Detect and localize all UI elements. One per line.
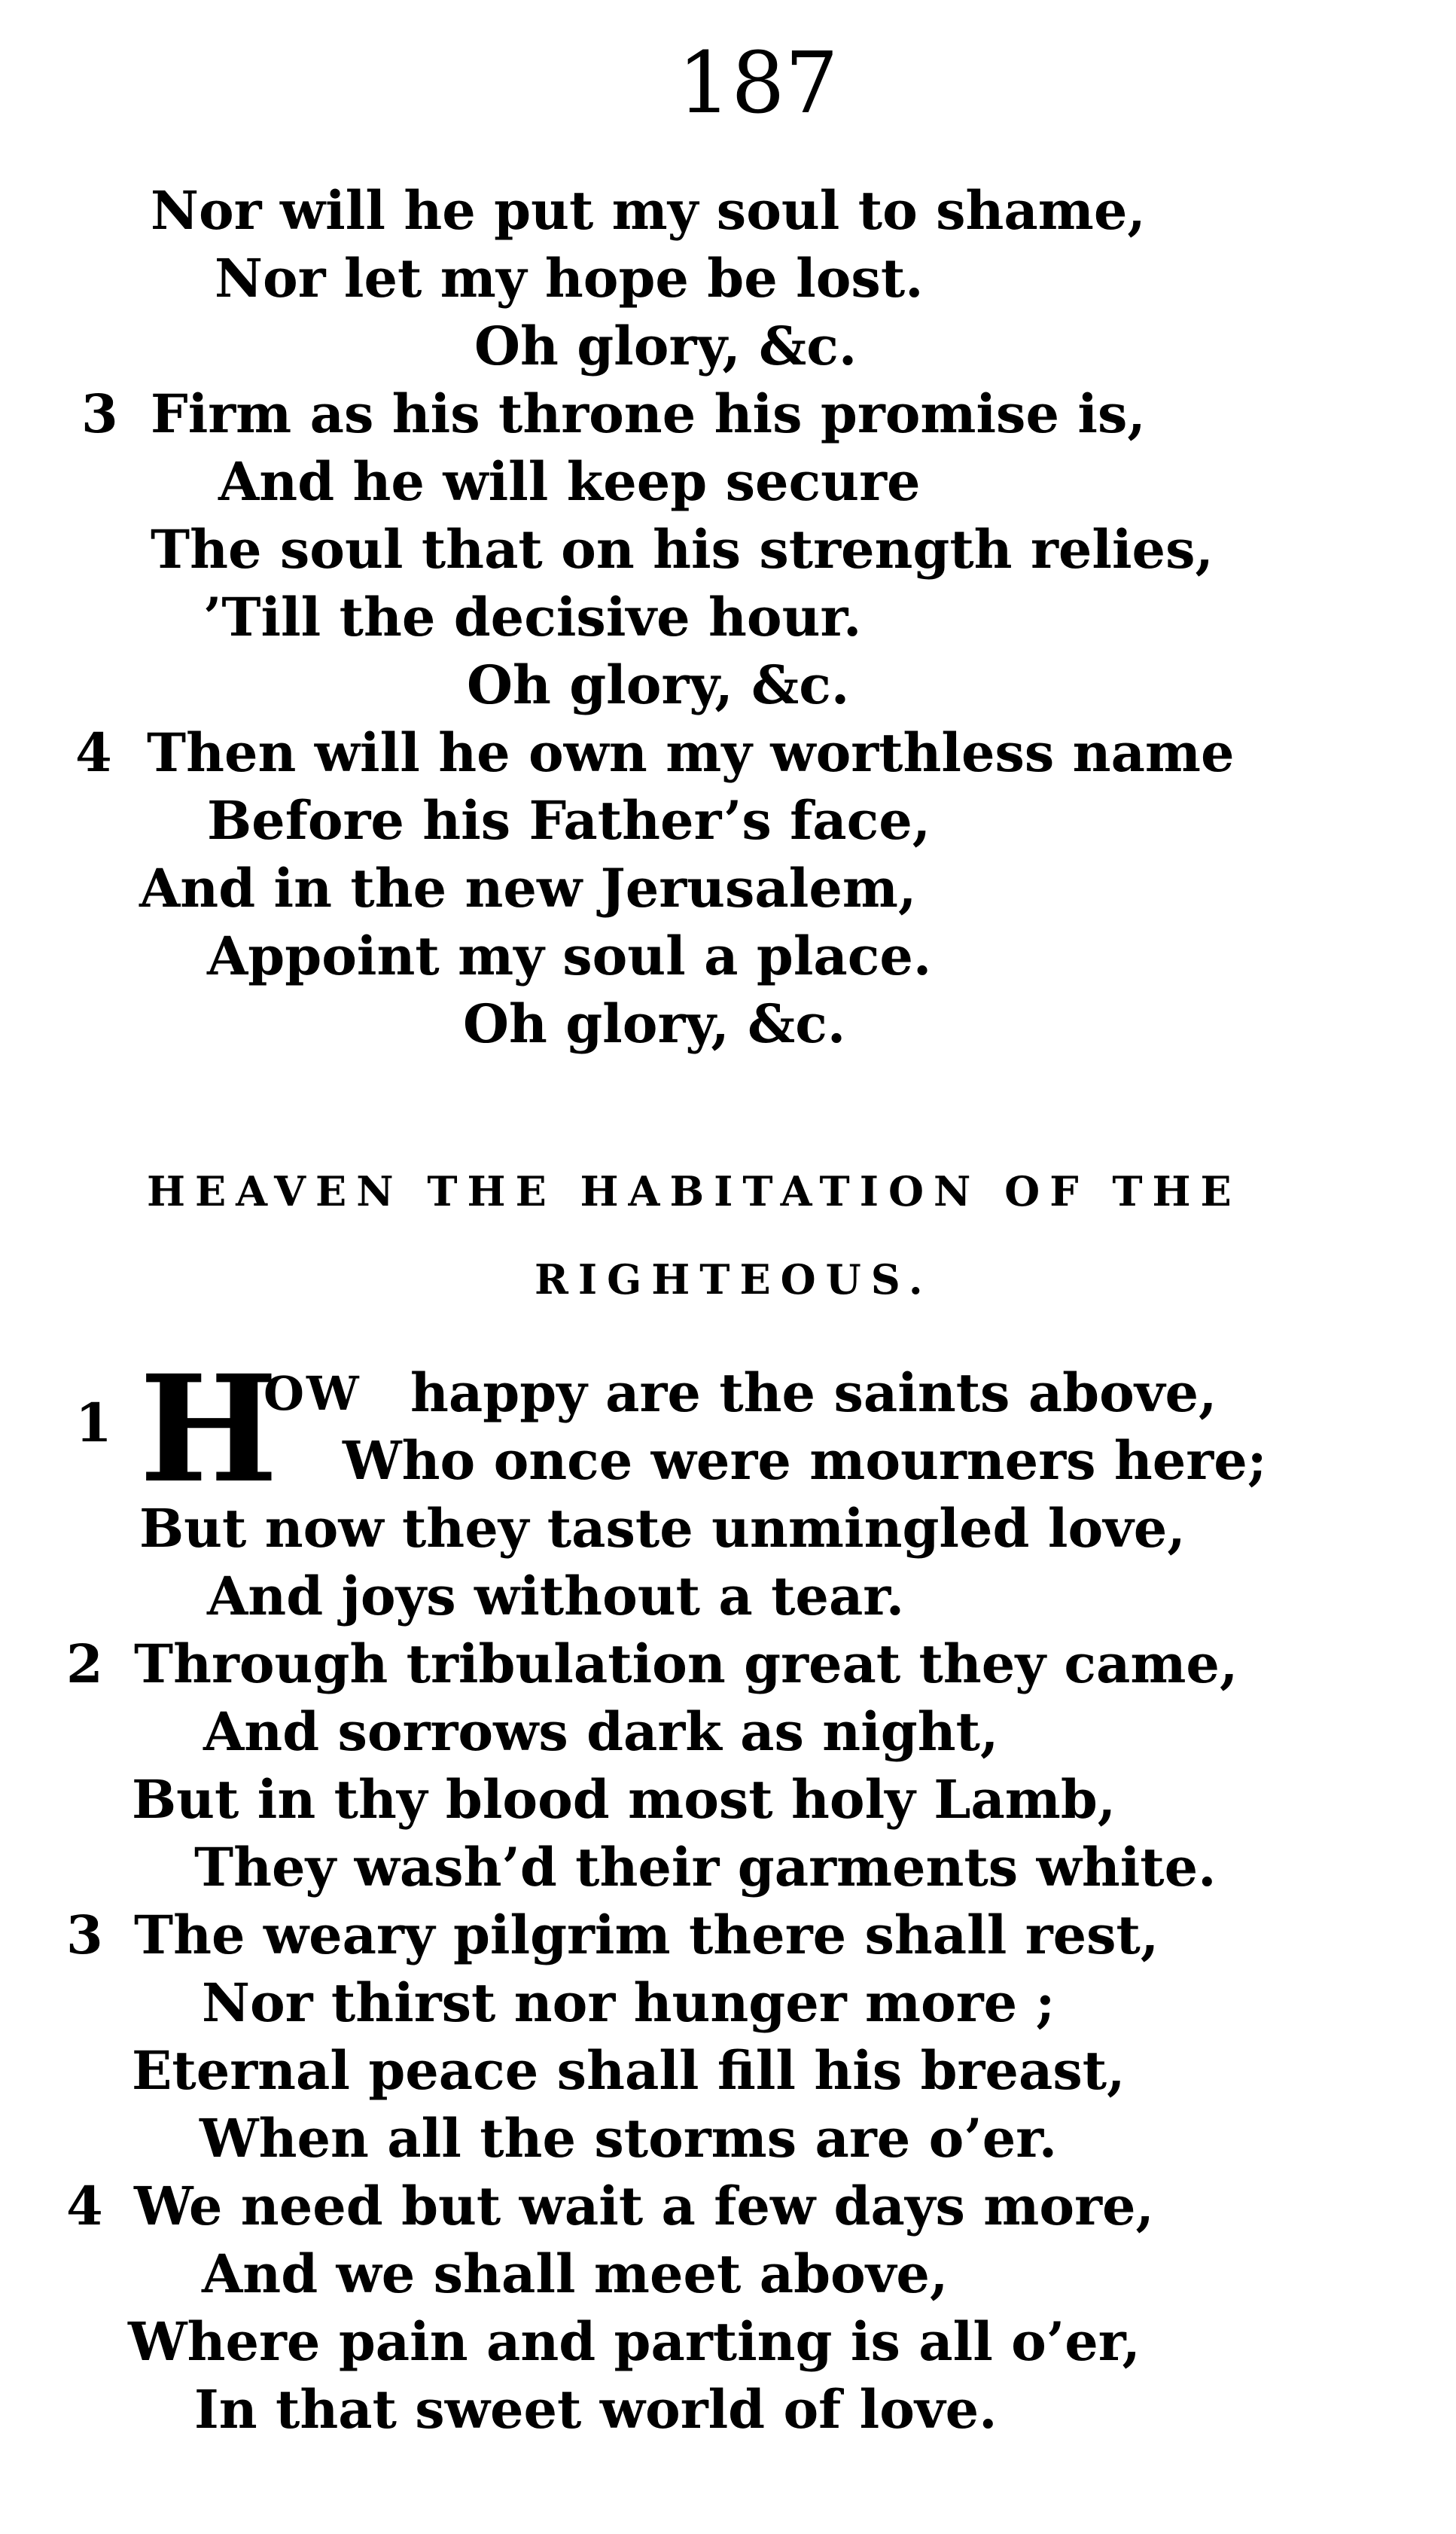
verse-line: Nor let my hope be lost. xyxy=(215,247,924,310)
verse-line: Nor will he put my soul to shame, xyxy=(151,179,1146,242)
verse-line: And joys without a tear. xyxy=(207,1565,905,1627)
verse-number: 1 xyxy=(75,1392,112,1454)
verse-number: 4 xyxy=(75,721,112,784)
verse-line: Before his Father’s face, xyxy=(207,789,931,852)
verse-line: In that sweet world of love. xyxy=(194,2378,998,2441)
verse-line: But in thy blood most holy Lamb, xyxy=(132,1768,1116,1831)
verse-line: ’Till the decisive hour. xyxy=(203,586,862,648)
verse-line: Eternal peace shall fill his breast, xyxy=(132,2039,1126,2102)
hymn-title-line-1: HEAVEN THE HABITATION OF THE xyxy=(147,1167,1241,1215)
verse-number: 4 xyxy=(66,2175,103,2237)
verse-number: 3 xyxy=(81,383,118,445)
verse-line: And we shall meet above, xyxy=(202,2243,949,2305)
verse-line: The weary pilgrim there shall rest, xyxy=(134,1904,1159,1966)
verse-number: 3 xyxy=(66,1904,103,1966)
verse-line: Nor thirst nor hunger more ; xyxy=(202,1971,1055,2034)
verse-line: Firm as his throne his promise is, xyxy=(151,383,1146,445)
verse-line: Where pain and parting is all o’er, xyxy=(128,2310,1141,2373)
refrain-line: Oh glory, &c. xyxy=(467,654,850,716)
hymn-title-line-2: RIGHTEOUS. xyxy=(535,1255,933,1304)
page-number: 187 xyxy=(678,35,839,133)
verse-line: Appoint my soul a place. xyxy=(207,925,932,987)
first-word-rest: OW xyxy=(263,1366,361,1421)
verse-line: The soul that on his strength relies, xyxy=(151,518,1214,581)
verse-line: Through tribulation great they came, xyxy=(134,1633,1238,1695)
verse-line: happy are the saints above, xyxy=(410,1362,1217,1424)
verse-line: And sorrows dark as night, xyxy=(203,1700,999,1763)
refrain-line: Oh glory, &c. xyxy=(463,993,846,1055)
verse-line: Who once were mourners here; xyxy=(343,1429,1267,1492)
verse-number: 2 xyxy=(66,1633,103,1695)
verse-line: When all the storms are o’er. xyxy=(200,2107,1058,2170)
verse-line: Then will he own my worthless name xyxy=(147,721,1235,784)
refrain-line: Oh glory, &c. xyxy=(474,315,857,377)
verse-line: We need but wait a few days more, xyxy=(134,2175,1154,2237)
drop-cap: H xyxy=(139,1343,279,1515)
verse-line: And he will keep secure xyxy=(218,450,921,513)
verse-line: They wash’d their garments white. xyxy=(194,1836,1217,1898)
verse-line: And in the new Jerusalem, xyxy=(139,857,917,919)
verse-line: But now they taste unmingled love, xyxy=(139,1497,1186,1560)
